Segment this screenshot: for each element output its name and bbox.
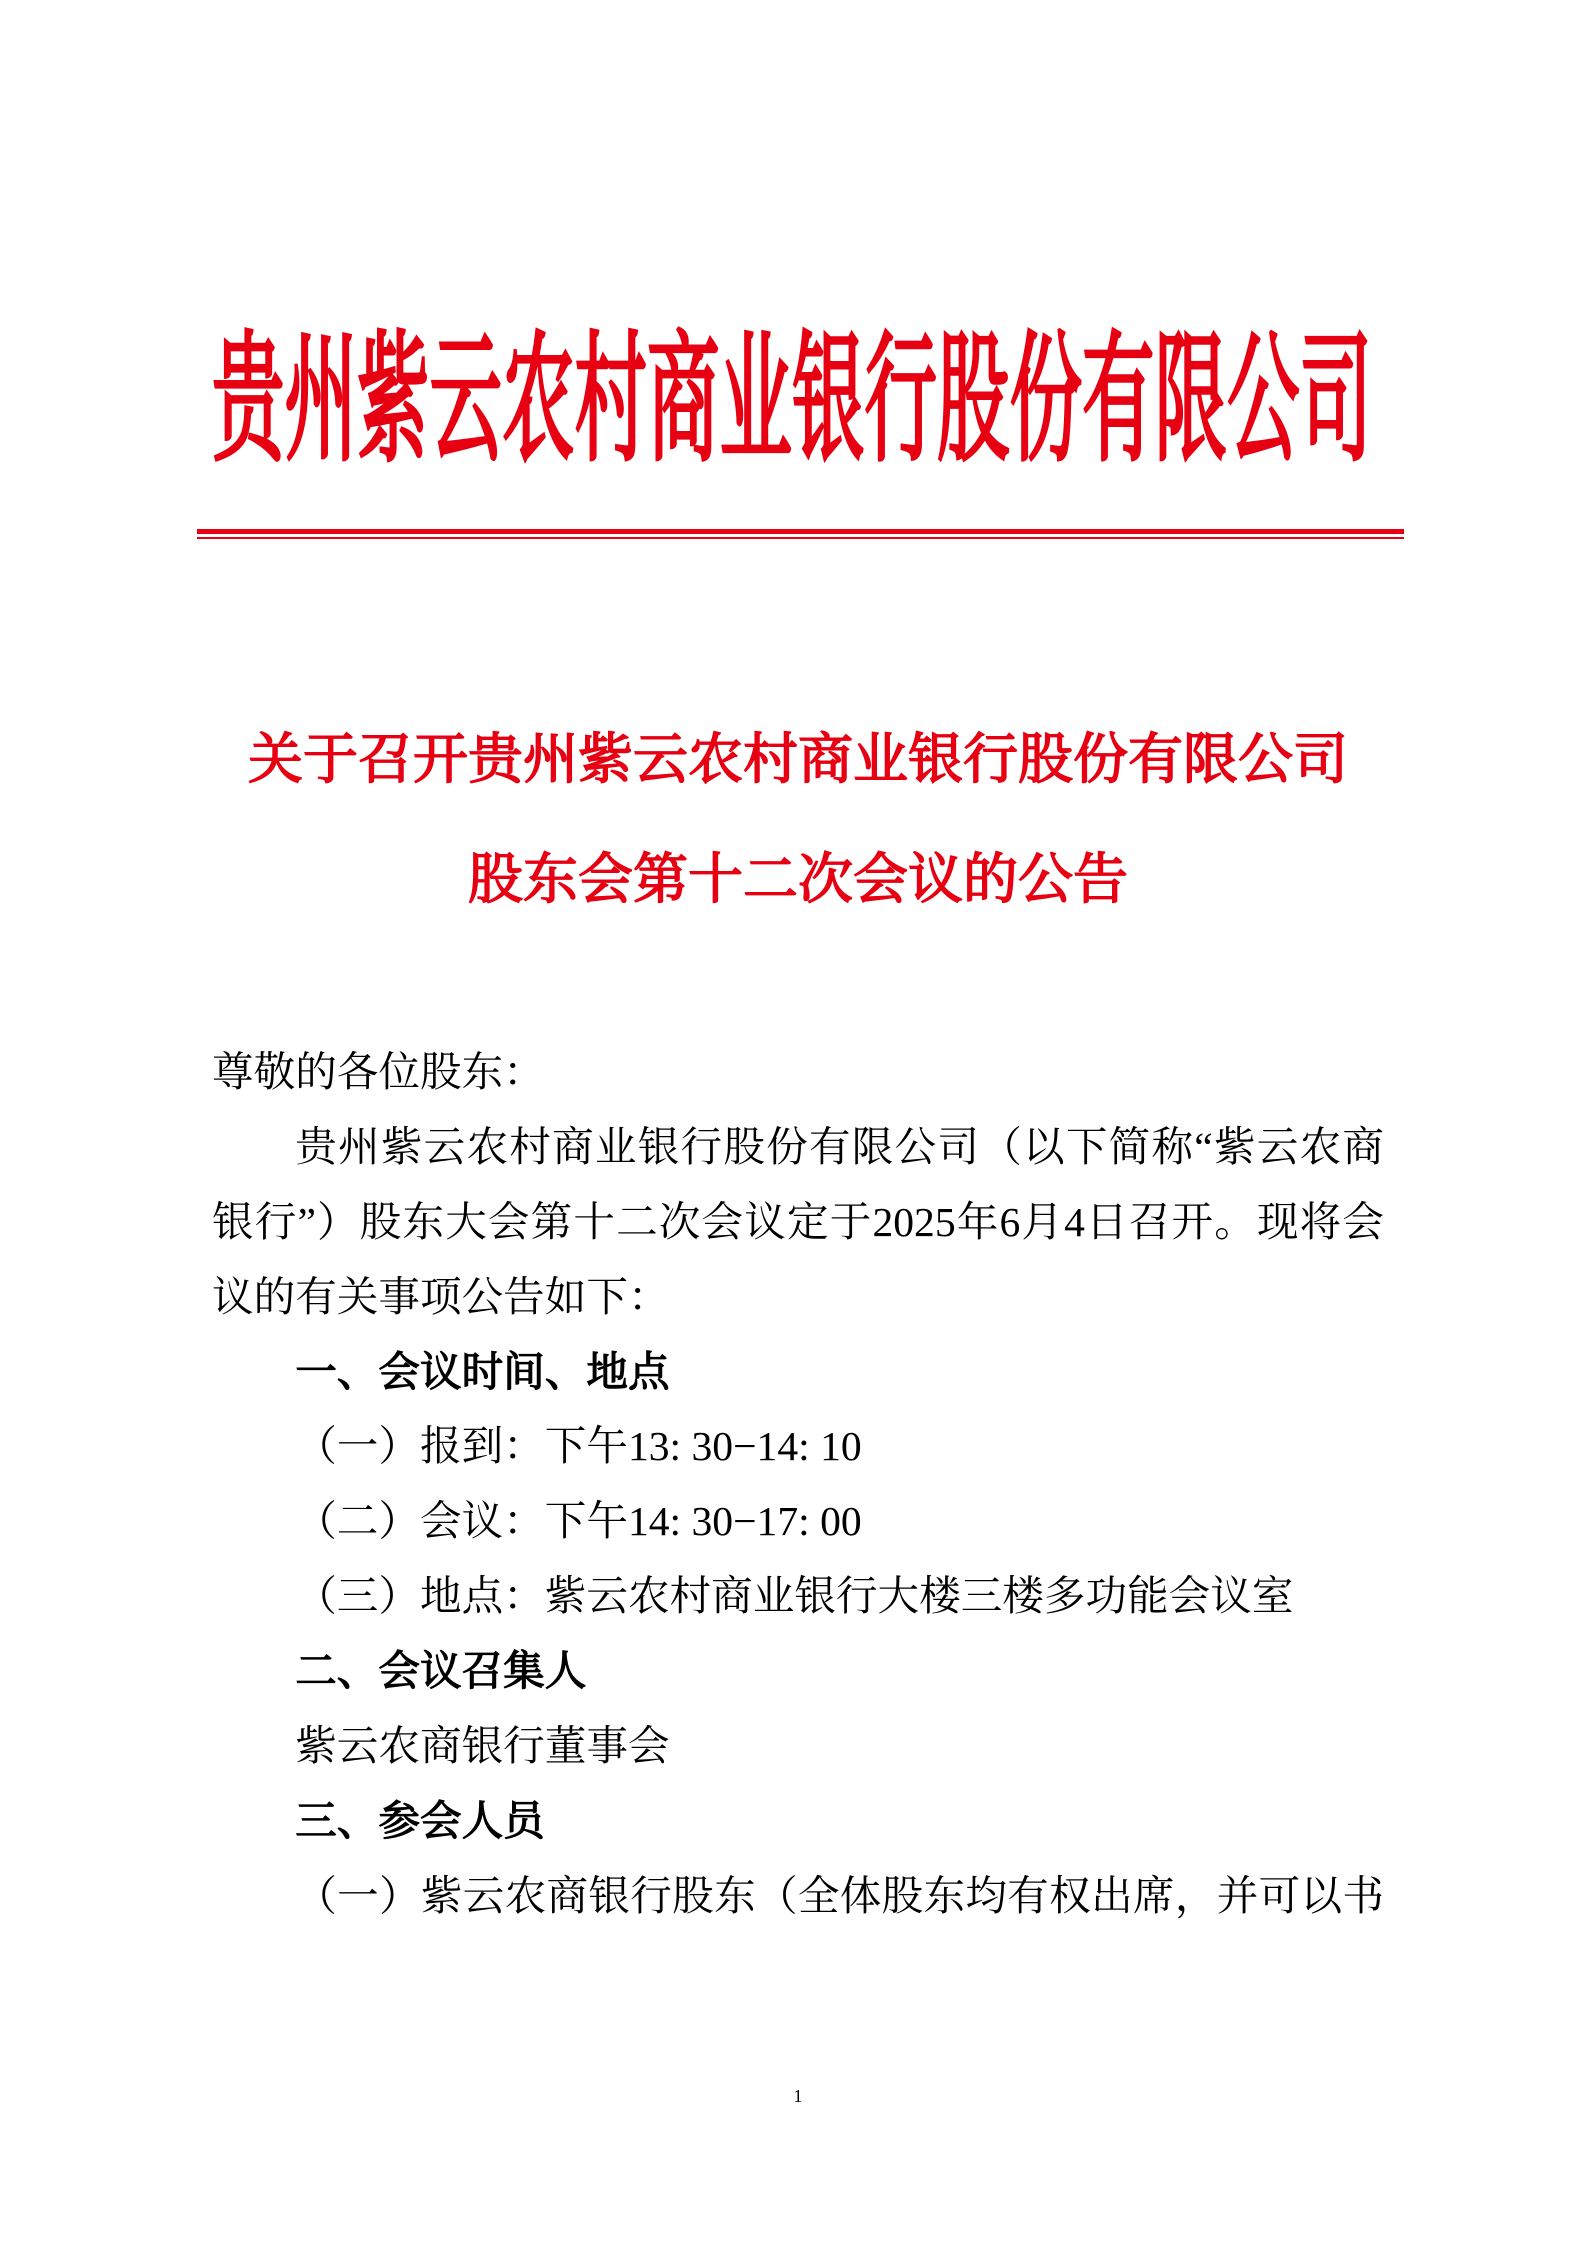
notice-title bbox=[212, 699, 1384, 939]
schedule-item-meeting: （二）会议：下午14: 30−17: 00 bbox=[295, 1498, 862, 1545]
section-heading-attendees: 三、参会人员 bbox=[295, 1795, 545, 1845]
schedule-item-location: （三）地点：紫云农村商业银行大楼三楼多功能会议室 bbox=[295, 1573, 1294, 1620]
salutation: 尊敬的各位股东： bbox=[212, 1049, 545, 1095]
convener-text: 紫云农商银行董事会 bbox=[295, 1723, 670, 1770]
attendee-item: （一）紫云农商银行股东（全体股东均有权出席，并可以书 bbox=[295, 1872, 1384, 1919]
intro-line: 银行”）股东大会第十二次会议定于2025年6月4日召开。现将会 bbox=[212, 1198, 1384, 1245]
intro-line: 议的有关事项公告如下： bbox=[212, 1273, 670, 1320]
notice-title-line-1: 关于召开贵州紫云农村商业银行股份有限公司 bbox=[247, 726, 1348, 791]
notice-body bbox=[212, 1035, 1384, 1934]
red-rule-thick bbox=[197, 529, 1404, 534]
red-rule-thin bbox=[197, 537, 1404, 539]
section-heading-time-place: 一、会议时间、地点 bbox=[295, 1346, 670, 1396]
intro-paragraph bbox=[212, 1110, 1384, 1335]
intro-line: 贵州紫云农村商业银行股份有限公司（以下简称“紫云农商 bbox=[295, 1123, 1384, 1170]
page-number: 1 bbox=[793, 2086, 803, 2106]
notice-title-line-2: 股东会第十二次会议的公告 bbox=[467, 846, 1128, 911]
schedule-item-checkin: （一）报到：下午13: 30−14: 10 bbox=[295, 1423, 862, 1470]
section-heading-convener: 二、会议召集人 bbox=[295, 1646, 587, 1696]
org-header-title: 贵州紫云农村商业银行股份有限公司 bbox=[212, 317, 1372, 484]
